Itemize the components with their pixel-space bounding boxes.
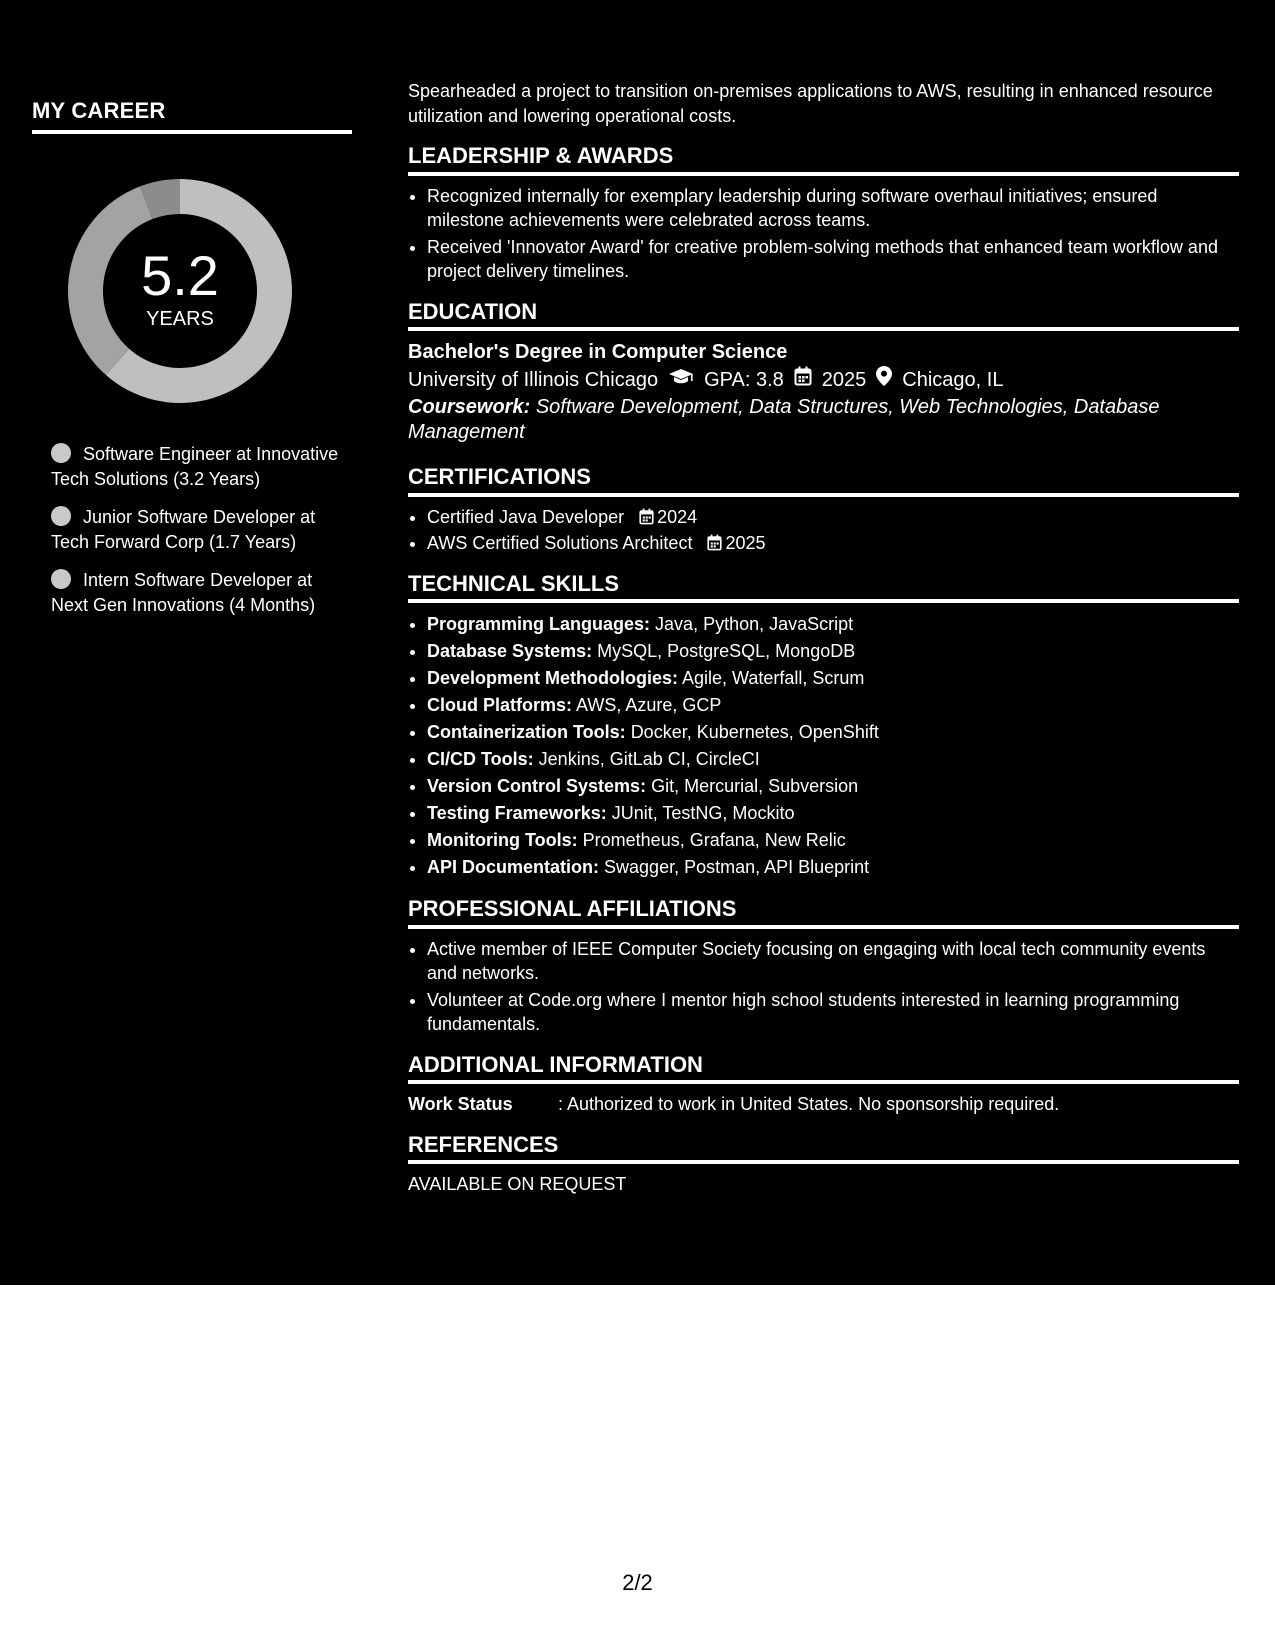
coursework-value: Software Development, Data Structures, Web Technologies, Database Management <box>408 396 1160 443</box>
skill-label: Development Methodologies: <box>427 668 679 688</box>
skill-item <box>427 800 1239 827</box>
education-meta <box>408 365 1239 395</box>
location-pin-icon <box>876 365 892 395</box>
references-text: AVAILABLE ON REQUEST <box>408 1174 627 1194</box>
skill-value: Prometheus, Grafana, New Relic <box>582 830 846 850</box>
skill-value: Docker, Kubernetes, OpenShift <box>630 722 879 742</box>
bullet-dot-icon <box>51 569 71 589</box>
skill-item <box>427 854 1239 881</box>
resume-main-column <box>408 79 1239 1197</box>
career-item-text: Junior Software Developer at Tech Forward Corp (1.7 Years) <box>51 507 316 552</box>
work-status-label: Work Status <box>408 1094 513 1114</box>
career-item <box>51 505 341 554</box>
leadership-section-title: LEADERSHIP & AWARDS <box>408 144 1239 176</box>
skill-item <box>427 611 1239 638</box>
certification-date <box>639 507 697 527</box>
certifications-section-title: CERTIFICATIONS <box>408 465 1239 497</box>
skill-item <box>427 638 1239 665</box>
skill-label: Database Systems: <box>427 641 593 661</box>
calendar-icon <box>707 533 725 553</box>
skill-item <box>427 665 1239 692</box>
leadership-item: • Recognized internally for exemplary leadership during software overhaul initiatives; ensured milestone achievements were celebrated across teams. <box>427 184 1239 233</box>
skill-label: CI/CD Tools: <box>427 749 534 769</box>
certification-name: AWS Certified Solutions Architect <box>427 533 693 553</box>
career-donut-chart <box>65 176 295 406</box>
additional-info-section-title: ADDITIONAL INFORMATION <box>408 1053 1239 1085</box>
leadership-item: • Received 'Innovator Award' for creative problem-solving methods that enhanced team workflow and project delivery timelines. <box>427 235 1239 284</box>
work-status-row <box>408 1092 1239 1117</box>
certification-name: Certified Java Developer <box>427 506 625 527</box>
education-gpa: GPA: 3.8 <box>704 369 784 391</box>
career-heading: MY CAREER <box>32 98 352 134</box>
bullet-dot-icon <box>51 443 71 463</box>
graduation-cap-icon <box>668 365 694 395</box>
skill-label: Testing Frameworks: <box>427 803 607 823</box>
skill-label: Programming Languages: <box>427 614 651 634</box>
references-section-title: REFERENCES <box>408 1133 1239 1165</box>
leadership-list <box>408 184 1239 284</box>
skill-value: AWS, Azure, GCP <box>576 695 722 715</box>
skill-value: Agile, Waterfall, Scrum <box>682 668 865 688</box>
skill-item <box>427 746 1239 773</box>
skill-value: Java, Python, JavaScript <box>655 614 854 634</box>
skill-item <box>427 827 1239 854</box>
skill-item <box>427 692 1239 719</box>
experience-continuation-text: Spearheaded a project to transition on-premises applications to AWS, resulting in enhanced resource utilization and lowering operational costs. <box>408 81 1213 126</box>
skill-label: Containerization Tools: <box>427 722 626 742</box>
career-item-text: Intern Software Developer at Next Gen Innovations (4 Months) <box>51 570 316 615</box>
skill-label: API Documentation: <box>427 857 600 877</box>
career-item <box>51 568 341 617</box>
career-item <box>51 442 341 491</box>
education-year: 2025 <box>821 369 867 391</box>
bullet-dot-icon <box>51 506 71 526</box>
education-section-title: EDUCATION <box>408 300 1239 332</box>
certification-date <box>707 533 765 553</box>
skill-label: Cloud Platforms: <box>427 695 573 715</box>
career-list <box>32 442 341 617</box>
page-number: 2/2 <box>622 1570 653 1595</box>
career-item-text: Software Engineer at Innovative Tech Solutions (3.2 Years) <box>51 444 339 489</box>
coursework-label: Coursework: <box>408 396 531 418</box>
skill-item <box>427 773 1239 800</box>
certification-item <box>427 531 1239 556</box>
education-school: University of Illinois Chicago <box>408 369 659 391</box>
certification-year: 2025 <box>725 533 766 553</box>
skill-value: Jenkins, GitLab CI, CircleCI <box>538 749 760 769</box>
skill-value: MySQL, PostgreSQL, MongoDB <box>597 641 856 661</box>
education-degree: Bachelor's Degree in Computer Science <box>408 341 788 363</box>
education-coursework <box>408 395 1239 445</box>
career-sidebar <box>32 98 352 631</box>
affiliation-item: • Active member of IEEE Computer Society focusing on engaging with local tech community events and networks. <box>427 937 1239 986</box>
certification-item <box>427 505 1239 530</box>
calendar-icon <box>794 365 812 395</box>
affiliations-section-title: PROFESSIONAL AFFILIATIONS <box>408 897 1239 929</box>
skill-value: Swagger, Postman, API Blueprint <box>604 857 870 877</box>
affiliation-item: • Volunteer at Code.org where I mentor high school students interested in learning programming fundamentals. <box>427 988 1239 1037</box>
certifications-list <box>408 505 1239 556</box>
work-status-value: : Authorized to work in United States. No sponsorship required. <box>558 1094 1060 1114</box>
skill-value: JUnit, TestNG, Mockito <box>611 803 795 823</box>
education-location: Chicago, IL <box>902 369 1004 391</box>
skill-item <box>427 719 1239 746</box>
skill-value: Git, Mercurial, Subversion <box>651 776 859 796</box>
certification-year: 2024 <box>657 506 698 527</box>
affiliations-list <box>408 937 1239 1037</box>
calendar-icon <box>639 507 657 527</box>
donut-center <box>65 176 295 406</box>
donut-unit-label: YEARS <box>146 307 214 330</box>
skill-label: Monitoring Tools: <box>427 830 578 850</box>
skill-label: Version Control Systems: <box>427 776 647 796</box>
skills-section-title: TECHNICAL SKILLS <box>408 572 1239 604</box>
donut-total-value: 5.2 <box>141 243 219 307</box>
skills-list <box>408 611 1239 881</box>
